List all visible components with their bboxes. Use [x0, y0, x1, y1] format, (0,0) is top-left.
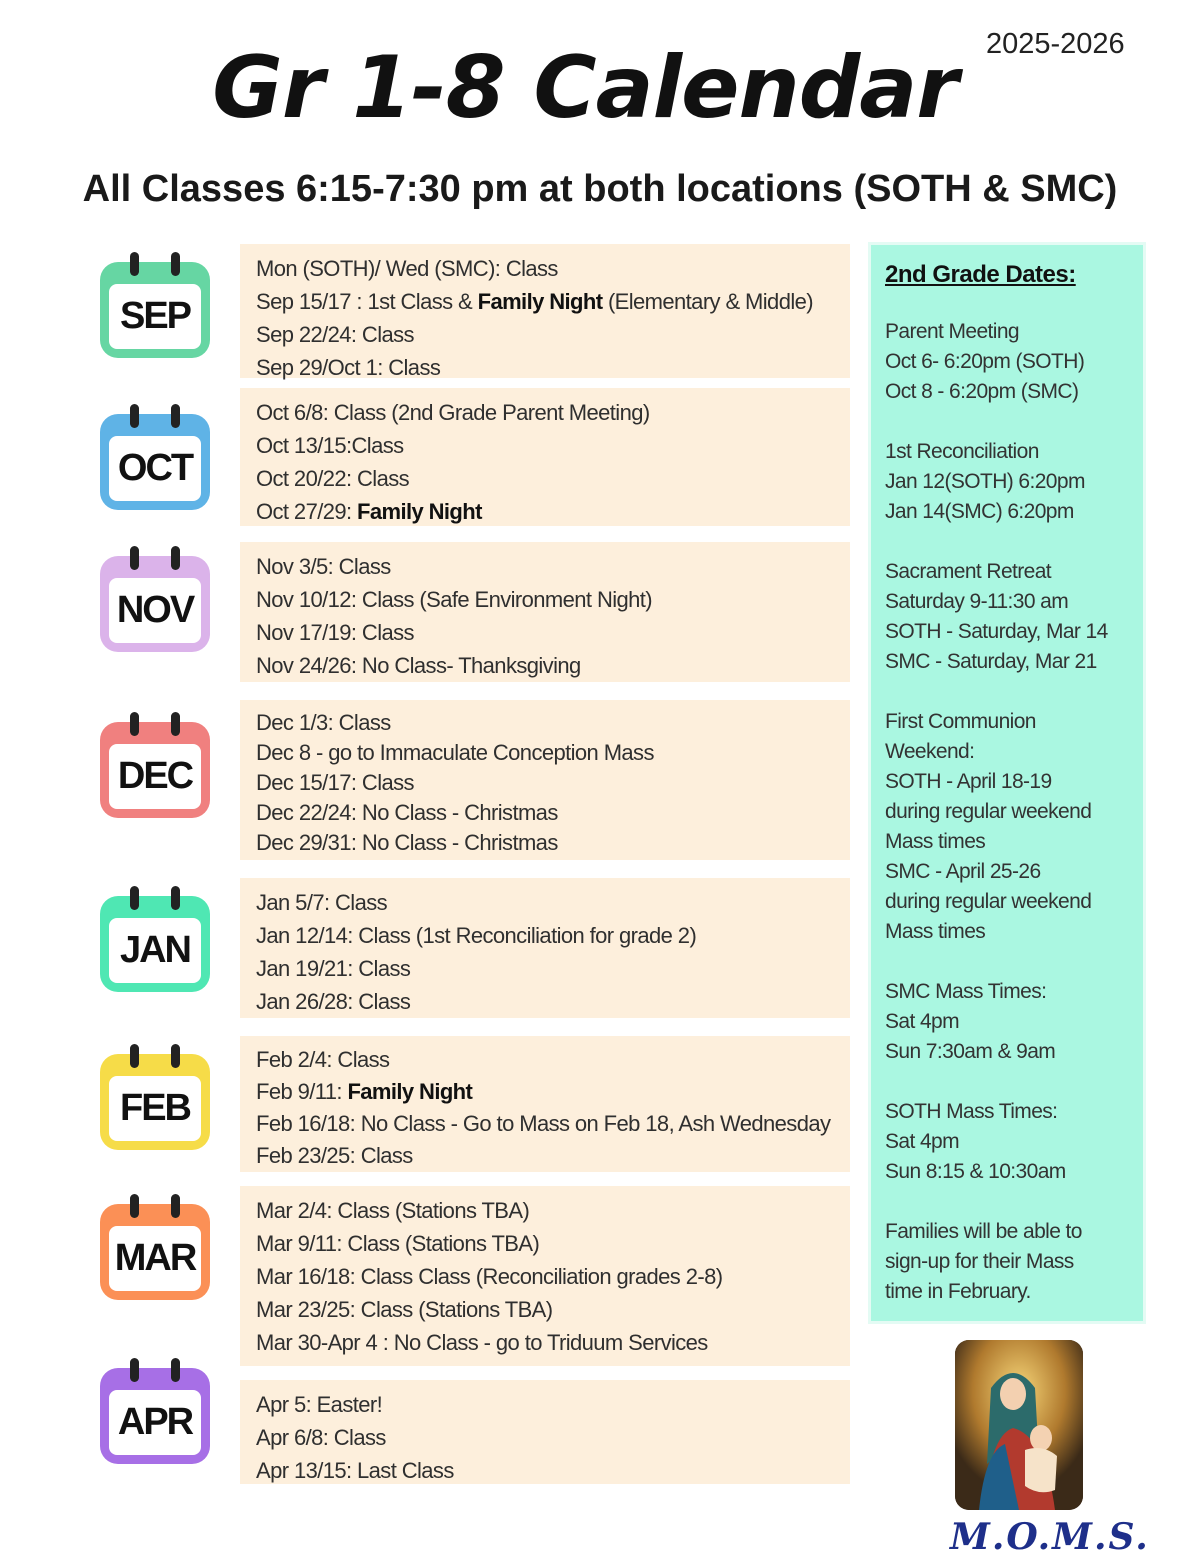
event-line: Dec 29/31: No Class - Christmas: [256, 830, 558, 855]
sidebar-line: Mass times: [885, 830, 986, 853]
calendar-ring-icon: [171, 1044, 180, 1068]
month-events-oct: [240, 388, 850, 526]
month-events-apr: [240, 1380, 850, 1484]
sidebar-line: Sun 8:15 & 10:30am: [885, 1160, 1066, 1183]
sidebar-line: Sat 4pm: [885, 1130, 960, 1153]
calendar-ring-icon: [130, 1358, 139, 1382]
sidebar-line: Families will be able to: [885, 1220, 1082, 1243]
calendar-icon-sep: [100, 252, 210, 358]
school-year: 2025-2026: [986, 28, 1125, 60]
sidebar-line: Oct 6- 6:20pm (SOTH): [885, 350, 1085, 373]
calendar-ring-icon: [171, 546, 180, 570]
calendar-ring-icon: [171, 404, 180, 428]
event-line: Jan 5/7: Class: [256, 890, 388, 915]
event-line: Jan 12/14: Class (1st Reconciliation for grade 2): [256, 923, 697, 948]
moms-logo-text: M.O.M.S.: [950, 1516, 1150, 1558]
sidebar-line: Weekend:: [885, 740, 975, 763]
sidebar-line: Saturday 9-11:30 am: [885, 590, 1069, 613]
event-line: Nov 17/19: Class: [256, 620, 414, 645]
sidebar-groups: [885, 317, 1143, 1307]
sidebar-line: Parent Meeting: [885, 320, 1020, 343]
sidebar-line: SMC - Saturday, Mar 21: [885, 650, 1097, 673]
sidebar-heading: 2nd Grade Dates:: [885, 261, 1076, 288]
month-label: OCT: [109, 436, 201, 501]
event-line: Mar 9/11: Class (Stations TBA): [256, 1231, 540, 1256]
month-events-dec: [240, 700, 850, 860]
calendar-ring-icon: [130, 404, 139, 428]
month-events-nov: [240, 542, 850, 682]
calendar-icon-nov: [100, 546, 210, 652]
event-line: Dec 8 - go to Immaculate Conception Mass: [256, 740, 654, 765]
calendar-ring-icon: [130, 546, 139, 570]
month-label: NOV: [109, 578, 201, 643]
month-label: APR: [109, 1390, 201, 1455]
second-grade-dates-panel: [868, 242, 1146, 1324]
event-line: Oct 6/8: Class (2nd Grade Parent Meeting): [256, 400, 650, 425]
page-subtitle: All Classes 6:15-7:30 pm at both locations (SOTH & SMC): [82, 168, 1118, 210]
event-line: Sep 15/17 : 1st Class & Family Night (Elementary & Middle): [256, 289, 813, 314]
event-line: Dec 22/24: No Class - Christmas: [256, 800, 558, 825]
sidebar-line: Sacrament Retreat: [885, 560, 1052, 583]
sidebar-line: Mass times: [885, 920, 986, 943]
event-line: Feb 23/25: Class: [256, 1143, 413, 1168]
sidebar-line: SMC - April 25-26: [885, 860, 1041, 883]
sidebar-line: SMC Mass Times:: [885, 980, 1047, 1003]
calendar-icon-mar: [100, 1194, 210, 1300]
calendar-ring-icon: [130, 252, 139, 276]
event-line: Sep 22/24: Class: [256, 322, 414, 347]
event-line: Sep 29/Oct 1: Class: [256, 355, 441, 380]
calendar-icon-jan: [100, 886, 210, 992]
month-events-sep: [240, 244, 850, 378]
event-line: Nov 10/12: Class (Safe Environment Night): [256, 587, 653, 612]
month-label: FEB: [109, 1076, 201, 1141]
sidebar-line: SOTH - Saturday, Mar 14: [885, 620, 1108, 643]
month-events-feb: [240, 1036, 850, 1172]
event-line: Apr 6/8: Class: [256, 1425, 386, 1450]
month-label: JAN: [109, 918, 201, 983]
calendar-ring-icon: [171, 886, 180, 910]
month-label: DEC: [109, 744, 201, 809]
event-line: Feb 2/4: Class: [256, 1047, 390, 1072]
event-line: Jan 19/21: Class: [256, 956, 411, 981]
event-line: Mar 30-Apr 4 : No Class - go to Triduum Services: [256, 1330, 708, 1355]
sidebar-line: 1st Reconciliation: [885, 440, 1039, 463]
sidebar-line: SOTH - April 18-19: [885, 770, 1052, 793]
calendar-ring-icon: [171, 252, 180, 276]
sidebar-line: during regular weekend: [885, 800, 1092, 823]
month-events-mar: [240, 1186, 850, 1366]
event-line: Apr 5: Easter!: [256, 1392, 383, 1417]
calendar-ring-icon: [130, 886, 139, 910]
sidebar-line: sign-up for their Mass: [885, 1250, 1074, 1273]
sidebar-line: Jan 12(SOTH) 6:20pm: [885, 470, 1085, 493]
calendar-icon-dec: [100, 712, 210, 818]
calendar-ring-icon: [130, 1194, 139, 1218]
calendar-icon-feb: [100, 1044, 210, 1150]
calendar-icon-oct: [100, 404, 210, 510]
event-line: Mar 23/25: Class (Stations TBA): [256, 1297, 553, 1322]
calendar-ring-icon: [171, 1358, 180, 1382]
sidebar-line: time in February.: [885, 1280, 1031, 1303]
page-title: Gr 1-8 Calendar: [212, 38, 958, 138]
event-line: Feb 16/18: No Class - Go to Mass on Feb 18, Ash Wednesday: [256, 1111, 831, 1136]
event-line: Oct 27/29: Family Night: [256, 499, 482, 524]
month-label: MAR: [109, 1226, 201, 1291]
event-line: Oct 13/15:Class: [256, 433, 404, 458]
sidebar-line: during regular weekend: [885, 890, 1092, 913]
calendar-ring-icon: [130, 712, 139, 736]
sidebar-line: First Communion: [885, 710, 1036, 733]
event-line: Nov 24/26: No Class- Thanksgiving: [256, 653, 581, 678]
month-events-jan: [240, 878, 850, 1018]
event-line: Mar 2/4: Class (Stations TBA): [256, 1198, 530, 1223]
mary-and-child-image: [955, 1340, 1083, 1510]
event-line: Feb 9/11: Family Night: [256, 1079, 473, 1104]
event-line: Dec 1/3: Class: [256, 710, 391, 735]
sidebar-line: Sun 7:30am & 9am: [885, 1040, 1056, 1063]
event-line: Apr 13/15: Last Class: [256, 1458, 454, 1483]
calendar-ring-icon: [171, 1194, 180, 1218]
event-line: Mon (SOTH)/ Wed (SMC): Class: [256, 256, 558, 281]
calendar-ring-icon: [130, 1044, 139, 1068]
calendar-ring-icon: [171, 712, 180, 736]
event-line: Dec 15/17: Class: [256, 770, 414, 795]
sidebar-line: Jan 14(SMC) 6:20pm: [885, 500, 1074, 523]
sidebar-line: SOTH Mass Times:: [885, 1100, 1058, 1123]
sidebar-line: Sat 4pm: [885, 1010, 960, 1033]
event-line: Mar 16/18: Class Class (Reconciliation grades 2-8): [256, 1264, 723, 1289]
sidebar-line: Oct 8 - 6:20pm (SMC): [885, 380, 1079, 403]
event-line: Oct 20/22: Class: [256, 466, 410, 491]
calendar-icon-apr: [100, 1358, 210, 1464]
month-label: SEP: [109, 284, 201, 349]
event-line: Jan 26/28: Class: [256, 989, 411, 1014]
event-line: Nov 3/5: Class: [256, 554, 391, 579]
